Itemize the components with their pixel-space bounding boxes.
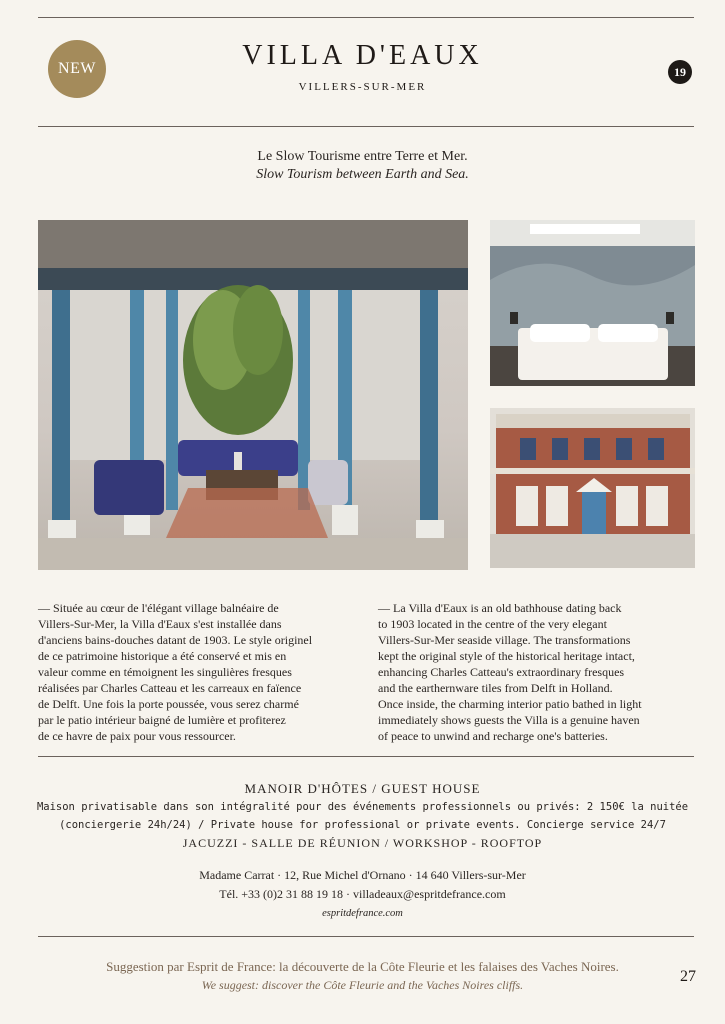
new-badge: NEW [48, 40, 106, 98]
text-line: de ce patrimoine historique a été conservé et mis en [38, 649, 287, 663]
suggestion-block [0, 958, 725, 994]
info-block [0, 780, 725, 852]
text-line: Villers-Sur-Mer, la Villa d'Eaux s'est installée dans [38, 617, 282, 631]
text-line: Once inside, the charming interior patio bathed in light [378, 697, 642, 711]
text-line: par le patio intérieur baigné de lumière et profiterez [38, 713, 286, 727]
page-number: 27 [680, 968, 696, 985]
info-rule [38, 756, 694, 757]
header-rule [38, 126, 694, 127]
website-link[interactable]: espritdefrance.com [322, 908, 403, 919]
info-line: Maison privatisable dans son intégralité pour des événements professionnels ou privés: 2 150€ la nuitée [36, 801, 689, 813]
text-line: enhancing Charles Catteau's extraordinary fresques [378, 665, 625, 679]
text-line: — Située au cœur de l'élégant village balnéaire de [38, 601, 279, 615]
text-line: réalisées par Charles Catteau et les carreaux en faïence [38, 681, 302, 695]
patio-photo [38, 220, 468, 570]
tagline-fr: Le Slow Tourisme entre Terre et Mer. [257, 149, 468, 164]
text-line: to 1903 located in the centre of the very elegant [378, 617, 607, 631]
text-line: of peace to unwind and recharge one's batteries. [378, 729, 608, 743]
text-line: valeur comme en témoignent les singulières fresques [38, 665, 292, 679]
location-subtitle: VILLERS-SUR-MER [298, 81, 427, 93]
footer-rule [38, 936, 694, 937]
tagline-en: Slow Tourism between Earth and Sea. [256, 167, 469, 182]
bedroom-illustration [490, 220, 695, 386]
text-line: and the earthernware tiles from Delft in Holland. [378, 681, 613, 695]
info-heading: MANOIR D'HÔTES / GUEST HOUSE [244, 781, 481, 796]
text-line: Villers-Sur-Mer seaside village. The transformations [378, 633, 631, 647]
facade-illustration [490, 408, 695, 568]
suggestion-fr: Suggestion par Esprit de France: la découverte de la Côte Fleurie et les falaises des Vaches Noires. [106, 959, 619, 974]
text-line: d'anciens bains-douches datant de 1903. Le style originel [38, 633, 313, 647]
phone-email[interactable]: Tél. +33 (0)2 31 88 19 18 · villadeaux@espritdefrance.com [219, 887, 506, 901]
suggestion-en: We suggest: discover the Côte Fleurie and the Vaches Noires cliffs. [201, 978, 524, 992]
features-line: JACUZZI - SALLE DE RÉUNION / WORKSHOP - ROOFTOP [182, 836, 543, 850]
text-line: — La Villa d'Eaux is an old bathhouse dating back [378, 601, 622, 615]
text-line: kept the original style of the historical heritage intact, [378, 649, 635, 663]
top-rule [38, 17, 694, 18]
contact-block [0, 866, 725, 923]
text-line: immediately shows guests the Villa is a genuine haven [378, 713, 640, 727]
text-line: de ce havre de paix pour vous ressourcer. [38, 729, 236, 743]
property-number-badge: 19 [668, 60, 692, 84]
page-title: VILLA D'EAUX [242, 40, 483, 71]
bedroom-photo [490, 220, 695, 386]
patio-illustration [38, 220, 468, 570]
address: Madame Carrat · 12, Rue Michel d'Ornano · 14 640 Villers-sur-Mer [199, 868, 526, 882]
description-en [378, 600, 694, 744]
tagline [0, 148, 725, 184]
description-fr [38, 600, 344, 744]
text-line: de Delft. Une fois la porte poussée, vous serez charmé [38, 697, 299, 711]
info-line: (conciergerie 24h/24) / Private house for professional or private events. Concierge service 24/7 [59, 819, 666, 831]
facade-photo [490, 408, 695, 568]
